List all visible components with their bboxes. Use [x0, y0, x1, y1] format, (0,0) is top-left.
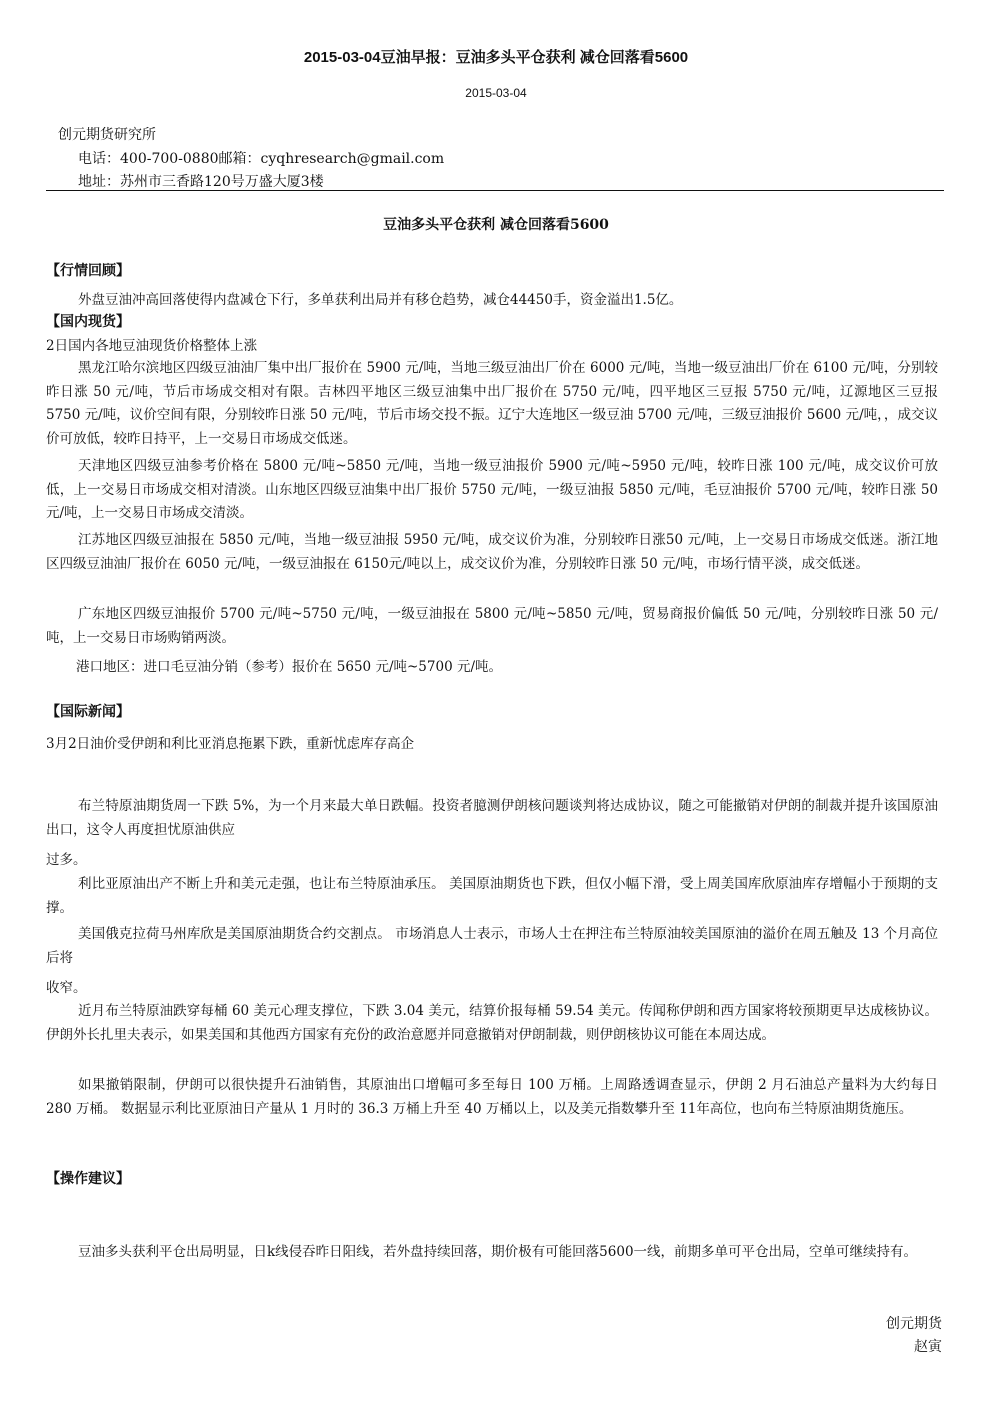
report-date: 2015-03-04 — [465, 86, 527, 100]
address-line: 地址：苏州市三香路120号万盛大厦3楼 — [78, 174, 324, 190]
international-paragraph-brent: 布兰特原油期货周一下跌 5%，为一个月来最大单日跌幅。投资者臆测伊朗核问题谈判将达成协议，随之可能撤销对伊朗的制裁并提升该国原油出口，这令人再度担忧原油供应 — [46, 798, 938, 838]
domestic-paragraph-northeast: 黑龙江哈尔滨地区四级豆油油厂集中出厂报价在 5900 元/吨，当地三级豆油出厂价在 6000 元/吨，当地一级豆油出厂价在 6100 元/吨，分别较昨日涨 50 元/吨，节后市场成交相对有限。吉林四平地区三级豆油集中出厂报价在 5750 元/吨，四平地区三豆报 5750 元/吨，辽源地区三豆报 5750 元/吨，议价空间有限，分别较昨日涨 50 元/吨，节后市场交投不振。辽宁大连地区一级豆油 5700 元/吨，三级豆油报价 5600 元/吨，，成交议价可放低，较昨日持平，上一交易日市场成交低迷。 — [46, 360, 938, 447]
section-heading-advice: 【操作建议】 — [46, 1171, 130, 1187]
international-paragraph-cushing: 美国俄克拉荷马州库欣是美国原油期货合约交割点。 市场消息人士表示，市场人士在押注布兰特原油较美国原油的溢价在周五触及 13 个月高位后将 — [46, 926, 938, 966]
domestic-paragraph-port: 港口地区：进口毛豆油分销（参考）报价在 5650 元/吨~5700 元/吨。 — [76, 659, 502, 675]
org-name: 创元期货研究所 — [58, 127, 156, 143]
section-heading-market-review: 【行情回顾】 — [46, 263, 130, 279]
signature-author: 赵寅 — [914, 1339, 942, 1355]
international-headline: 3月2日油价受伊朗和利比亚消息拖累下跌，重新忧虑库存高企 — [46, 736, 415, 752]
contact-line: 电话：400-700-0880邮箱：cyqhresearch@gmail.com — [78, 151, 445, 167]
domestic-paragraph-tianjin-shandong: 天津地区四级豆油参考价格在 5800 元/吨~5850 元/吨，当地一级豆油报价 5900 元/吨~5950 元/吨，较昨日涨 100 元/吨，成交议价可放低，上一交易日市场成交相对清淡。山东地区四级豆油集中出厂报价 5750 元/吨，一级豆油报 5850 元/吨，毛豆油报价 5700 元/吨，较昨日涨 50 元/吨，上一交易日市场成交清淡。 — [46, 458, 938, 521]
international-paragraph-cushing-cont: 收窄。 — [46, 980, 87, 996]
signature-company: 创元期货 — [886, 1316, 942, 1332]
report-subtitle: 豆油多头平仓获利 减仓回落看5600 — [383, 217, 609, 233]
page-title: 2015-03-04豆油早报：豆油多头平仓获利 减仓回落看5600 — [303, 49, 689, 66]
header-divider — [46, 190, 944, 191]
domestic-paragraph-guangdong: 广东地区四级豆油报价 5700 元/吨~5750 元/吨，一级豆油报在 5800 元/吨~5850 元/吨，贸易商报价偏低 50 元/吨，分别较昨日涨 50 元/吨，上一交易日市场购销两淡。 — [46, 606, 938, 646]
domestic-paragraph-jiangsu-zhejiang: 江苏地区四级豆油报在 5850 元/吨，当地一级豆油报 5950 元/吨，成交议价为准，分别较昨日涨50 元/吨，上一交易日市场成交低迷。浙江地区四级豆油油厂报价在 6050 元/吨，一级豆油报在 6150元/吨以上，成交议价为准，分别较昨日涨 50 元/吨，市场行情平淡，成交低迷。 — [46, 532, 938, 572]
international-paragraph-sanctions: 如果撤销限制，伊朗可以很快提升石油销售，其原油出口增幅可多至每日 100 万桶。上周路透调查显示，伊朗 2 月石油总产量料为大约每日 280 万桶。 数据显示利比亚原油日产量从 1 月时的 36.3 万桶上升至 40 万桶以上，以及美元指数攀升至 11年高位，也向布兰特原油期货施压。 — [46, 1077, 938, 1117]
international-paragraph-iran-talks: 近月布兰特原油跌穿每桶 60 美元心理支撑位，下跌 3.04 美元，结算价报每桶 59.54 美元。传闻称伊朗和西方国家将较预期更早达成核协议。 伊朗外长扎里夫表示，如果美国和其他西方国家有充份的政治意愿并同意撤销对伊朗制裁，则伊朗核协议可能在本周达成。 — [46, 1003, 938, 1043]
domestic-summary: 2日国内各地豆油现货价格整体上涨 — [46, 338, 258, 354]
section-heading-domestic: 【国内现货】 — [46, 314, 130, 330]
section-heading-international: 【国际新闻】 — [46, 704, 130, 720]
advice-text: 豆油多头获利平仓出局明显，日k线侵吞昨日阳线，若外盘持续回落，期价极有可能回落5600一线，前期多单可平仓出局，空单可继续持有。 — [78, 1244, 918, 1260]
international-paragraph-libya: 利比亚原油出产不断上升和美元走强，也让布兰特原油承压。 美国原油期货也下跌，但仅小幅下滑，受上周美国库欣原油库存增幅小于预期的支撑。 — [46, 876, 938, 916]
market-review-text: 外盘豆油冲高回落使得内盘减仓下行，多单获利出局并有移仓趋势，减仓44450手，资金溢出1.5亿。 — [78, 292, 683, 308]
international-paragraph-brent-cont: 过多。 — [46, 852, 87, 868]
